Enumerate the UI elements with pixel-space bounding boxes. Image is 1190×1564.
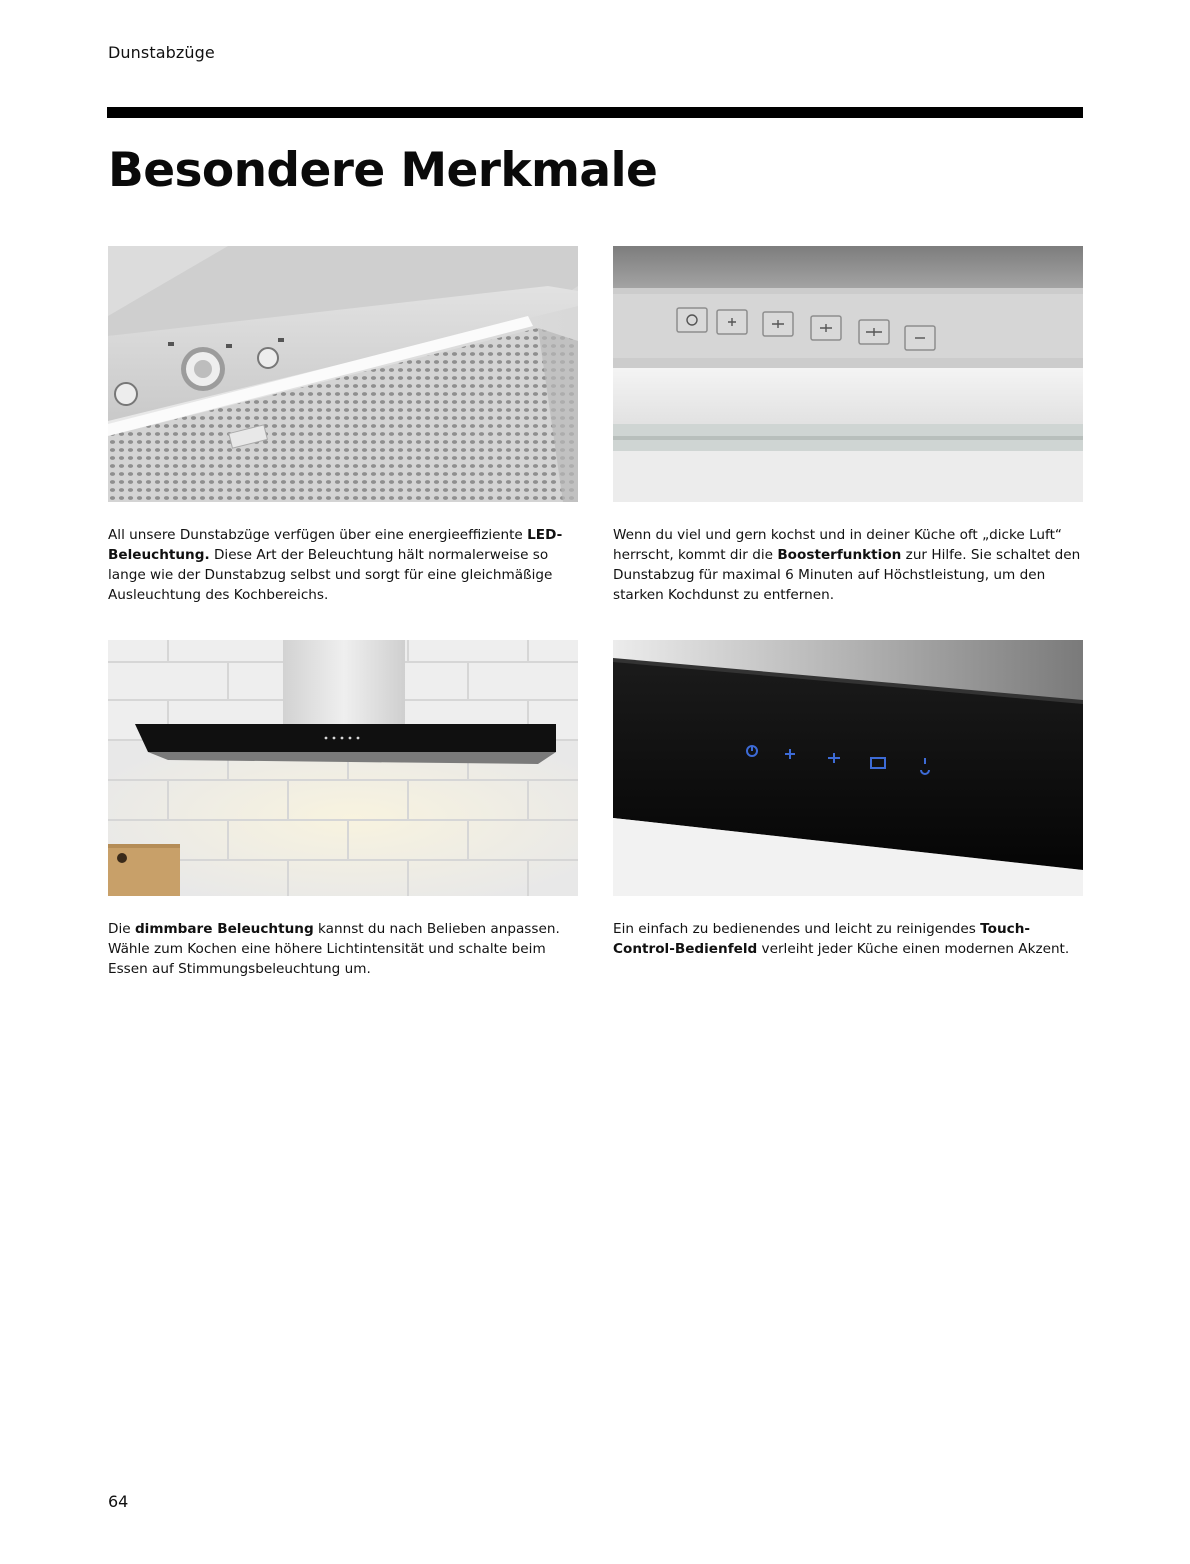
feature-highlight-booster: Boosterfunktion [777,547,902,563]
dimmable-lighting-illustration [108,640,578,896]
header-rule [107,107,1083,118]
feature-highlight-led: LED-Beleuchtung. [108,527,563,563]
booster-function-illustration [613,246,1083,502]
page-number: 64 [108,1492,129,1511]
feature-caption-touch-control: Ein einfach zu bedienendes und leicht zu reinigendes Touch-Control-Bedienfeld verleiht jeder Küche einen modernen Akzent. [613,921,1070,957]
led-lighting-illustration [108,246,578,502]
feature-highlight-touch-control: Touch-Control-Bedienfeld [613,921,1031,957]
page-title: Besondere Merkmale [108,143,658,198]
section-label: Dunstabzüge [108,43,215,62]
led-lighting-photo [108,246,578,502]
feature-caption-dimmable: Die dimmbare Beleuchtung kannst du nach Belieben anpassen. Wähle zum Kochen eine höhere Lichtintensität und schalte beim Essen auf Stimmungsbeleuchtung um. [108,921,560,977]
touch-control-illustration [613,640,1083,896]
feature-caption-booster: Wenn du viel und gern kochst und in deiner Küche oft „dicke Luft“ herrscht, kommt dir die Boosterfunktion zur Hilfe. Sie schaltet den Dunstabzug für maximal 6 Minuten auf Höchstleistung, um den starken Kochdunst zu entfernen. [613,527,1081,603]
booster-function-photo [613,246,1083,502]
feature-caption-led: All unsere Dunstabzüge verfügen über eine energieeffiziente LED-Beleuchtung. Diese Art der Beleuchtung hält normalerweise so lange wie der Dunstabzug selbst und sorgt für eine gleichmäßige Ausleuchtung des Kochbereichs. [108,527,563,603]
feature-highlight-dimmable: dimmbare Beleuchtung [134,921,314,937]
touch-control-photo [613,640,1083,896]
dimmable-lighting-photo [108,640,578,896]
